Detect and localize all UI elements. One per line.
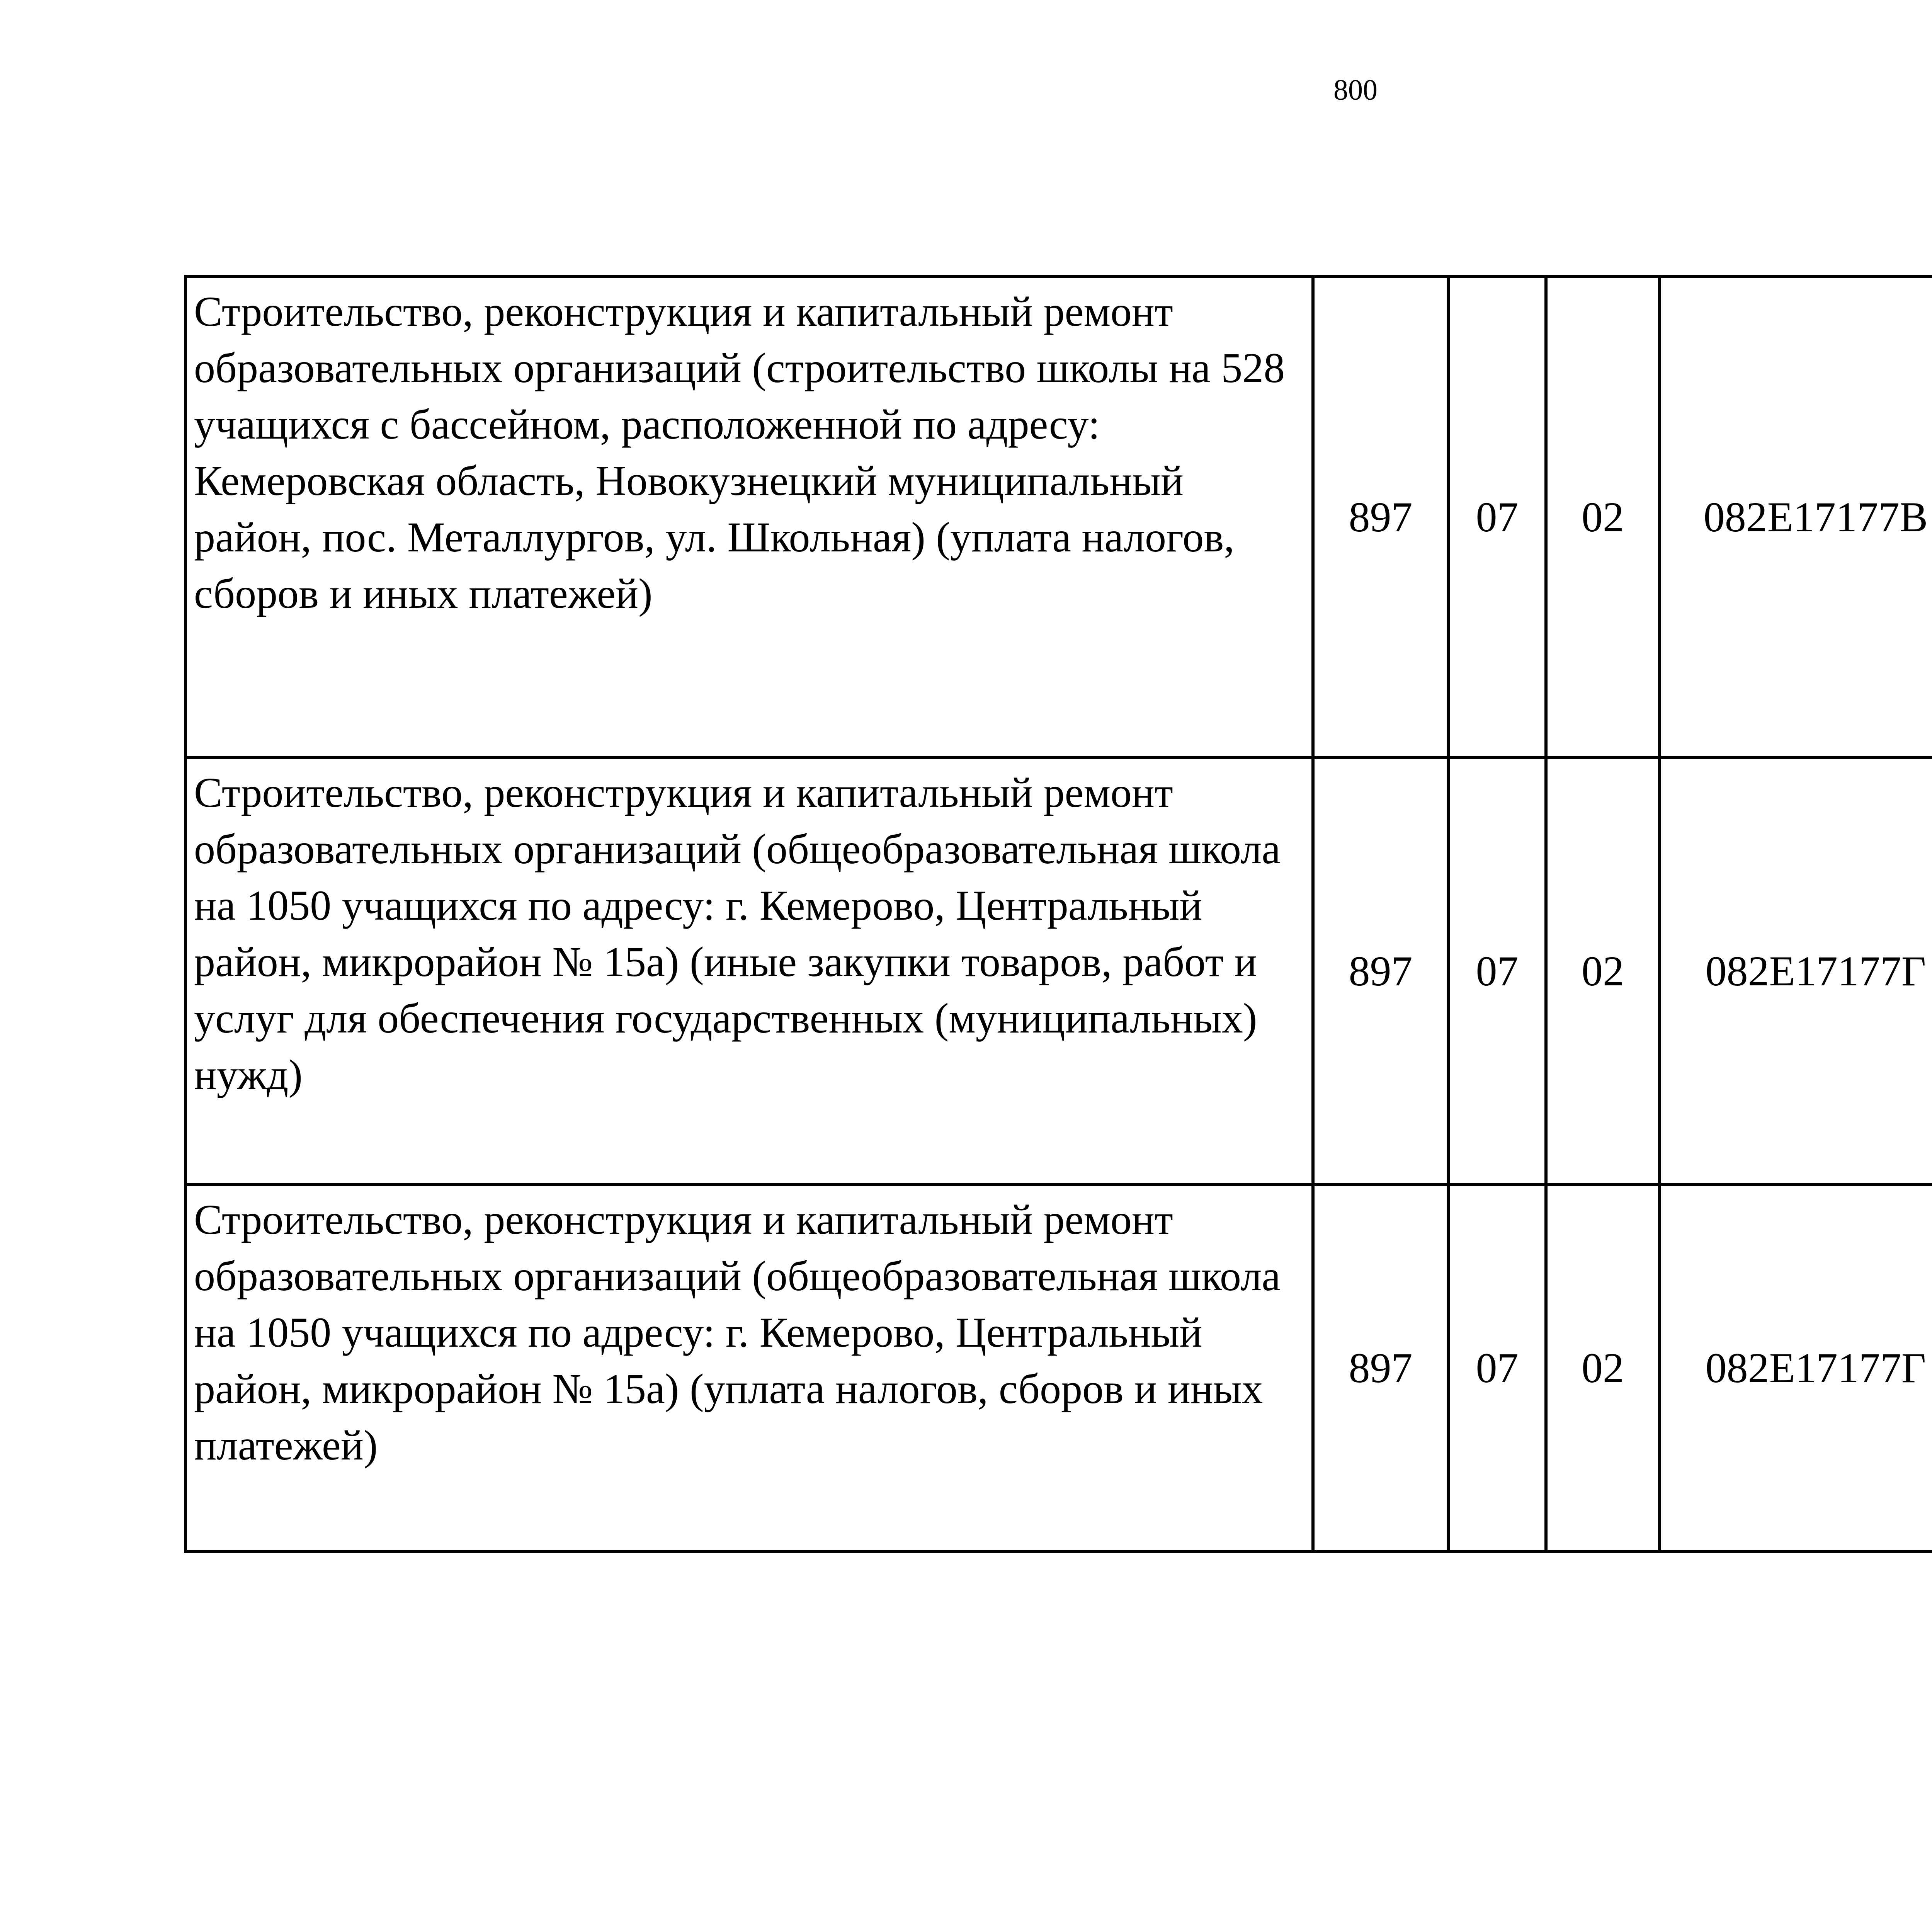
section-cell: 07 [1448, 276, 1546, 757]
target-article-cell: 082E17177Г [1660, 1184, 1932, 1551]
subsection-cell: 02 [1546, 276, 1660, 757]
ministry-code-cell: 897 [1313, 276, 1448, 757]
budget-table [184, 275, 1932, 1553]
table-row [185, 757, 1932, 1184]
description-cell: Строительство, реконструкция и капитальный ремонт образовательных организаций (строительство школы на 528 учащихся с бассейном, расположенной по адресу: Кемеровская область, Новокузнецкий муниципальный район, пос. Металлургов, ул. Школьная) (уплата налогов, сборов и иных платежей) [185, 276, 1313, 757]
subsection-cell: 02 [1546, 757, 1660, 1184]
ministry-code-cell: 897 [1313, 1184, 1448, 1551]
description-cell: Строительство, реконструкция и капитальный ремонт образовательных организаций (общеобразовательная школа на 1050 учащихся по адресу: г. Кемерово, Центральный район, микрорайон № 15а) (уплата налогов, сборов и иных платежей) [185, 1184, 1313, 1551]
ministry-code-cell: 897 [1313, 757, 1448, 1184]
page-number: 800 [1333, 74, 1378, 106]
description-cell: Строительство, реконструкция и капитальный ремонт образовательных организаций (общеобразовательная школа на 1050 учащихся по адресу: г. Кемерово, Центральный район, микрорайон № 15а) (иные закупки товаров, работ и услуг для обеспечения государственных (муниципальных) нужд) [185, 757, 1313, 1184]
section-cell: 07 [1448, 757, 1546, 1184]
table-row [185, 276, 1932, 757]
subsection-cell: 02 [1546, 1184, 1660, 1551]
table-row [185, 1184, 1932, 1551]
section-cell: 07 [1448, 1184, 1546, 1551]
target-article-cell: 082E17177Г [1660, 757, 1932, 1184]
target-article-cell: 082E17177В [1660, 276, 1932, 757]
